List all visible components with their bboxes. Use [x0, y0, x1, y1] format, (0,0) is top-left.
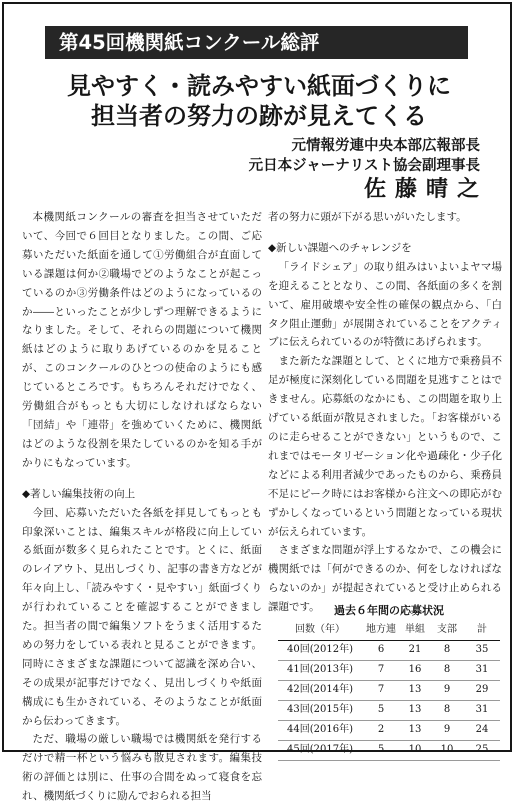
table-row [278, 721, 500, 741]
table-cell: 24 [475, 724, 489, 735]
table-header-cell: 支部 [437, 624, 457, 635]
paragraph: また新たな課題として、とくに地方で乗務員不足が極度に深刻化している問題を見逃すことはできません。応募紙のなかにも、この問題を取り上げている紙面が散見されました。「お客様がいるのに走らせることができない」というもので、これまではモータリゼーション化や過疎化・少子化などによる利用者減少であったものから、乗務員不足にピーク時にはお客様から注文への即応がむずかしくなっているという問題となっている現状が伝えられています。 [268, 355, 502, 538]
table-cell: 21 [408, 644, 422, 655]
table-cell: 44回(2016年) [287, 724, 353, 735]
table-cell: 8 [443, 644, 451, 655]
table-header-cell: 計 [477, 624, 487, 635]
entries-table [278, 601, 500, 761]
table-row [278, 681, 500, 701]
table-cell: 7 [377, 684, 385, 695]
headline-line-1: 見やすく・読みやすい紙面づくりに [67, 71, 451, 100]
table-cell: 40回(2012年) [287, 644, 353, 655]
paragraph: 今回、応募いただいた各紙を拝見してもっとも印象深いことは、編集スキルが格段に向上している紙面が数多く見られたことです。とくに、紙面のレイアウト、見出しづくり、記事の書き方などが年々向上し、「読みやすく・見やすい」紙面づくりが行われていることを確認することができました。担当者の間で編集ソフトをうまく活用するための努力をしている表れと見ることができます。同時にさまざまな課題について認識を深め合い、その成果が記事だけでなく、見出しづくりや紙面構成にも生かされている、そのようなことが紙面から伝わってきます。 [22, 506, 262, 727]
table-cell: 13 [408, 704, 422, 715]
table-row [278, 741, 500, 761]
table-row [278, 641, 500, 661]
table-cell: 42回(2014年) [287, 684, 353, 695]
body-column-left [22, 208, 262, 806]
table-cell: 5 [377, 744, 385, 755]
table-cell: 31 [475, 704, 489, 715]
table-cell: 13 [408, 684, 422, 695]
table-cell: 35 [475, 644, 489, 655]
table-cell: 31 [475, 664, 489, 675]
table-caption: 過去６年間の応募状況 [334, 604, 444, 617]
table-cell: 25 [475, 744, 489, 755]
table-cell: 7 [377, 664, 385, 675]
table-header-cell: 単組 [405, 624, 425, 635]
table-cell: 2 [377, 724, 385, 735]
table-cell: 10 [408, 744, 422, 755]
paragraph: ただ、職場の厳しい職場では機関紙を発行するだけで精一杯という悩みも散見されます。編集技術の評価とは別に、仕事の合間をぬって寝食を忘れ、機関紙づくりに励んでおられる担当 [22, 733, 262, 803]
headline-line-2: 担当者の努力の跡が見えてくる [91, 101, 427, 130]
author-name: 佐藤晴之 [363, 176, 488, 202]
table-header-row [278, 621, 500, 641]
table-cell: 5 [377, 704, 385, 715]
paragraph: 「ライドシェア」の取り組みはいよいよヤマ場を迎えることとなり、この間、各紙面の多くを割いて、雇用破壊や安全性の確保の観点から、「白タク阻止運動」が展開されていることをアクティブに伝えられているのが特徴にあげられます。 [268, 260, 502, 349]
table-cell: 8 [443, 704, 451, 715]
table-cell: 41回(2013年) [287, 664, 353, 675]
table-cell: 6 [377, 644, 385, 655]
table-header-cell: 地方連 [366, 624, 396, 635]
table-cell: 43回(2015年) [287, 704, 353, 715]
table-cell: 45回(2017年) [287, 744, 353, 755]
table-header-cell: 回数（年） [295, 624, 345, 635]
section-banner: 第45回機関紙コンクール総評 [45, 26, 468, 59]
table-cell: 9 [443, 724, 451, 735]
body-column-right [268, 208, 502, 617]
table-cell: 9 [443, 684, 451, 695]
table-cell: 13 [408, 724, 422, 735]
paragraph: さまざまな問題が浮上するなかで、この機会に機関紙では「何ができるのか、何をしなければならないのか」が提起されていると受け止められる課題です。 [268, 544, 502, 614]
author-title-2: 元日本ジャーナリスト協会副理事長 [248, 157, 480, 174]
paragraph: 本機関紙コンクールの審査を担当させていただいて、今回で６回目となりました。この間、ご応募いただいた紙面を通して①労働組合が直面している課題は何か②職場でどのようなことが起こっているのか③労働条件はどのようになっているのか――といったことが少しずつ理解できるようになりました。そして、それらの問題について機関紙はどのように取りあげているのかを見ることが、このコンクールのひとつの使命のようにも感じているところです。もちろんそれだけでなく、労働組合がもっとも大切にしなければならない「団結」や「連帯」を強めていくために、機関紙はどのような役割を果たしているのかを知る手がかりにもなっています。 [22, 211, 262, 469]
table-cell: 29 [475, 684, 489, 695]
paragraph: 者の努力に頭が下がる思いがいたします。 [268, 211, 467, 223]
table-cell: 10 [440, 744, 454, 755]
subheading: ◆著しい編集技術の向上 [22, 487, 136, 500]
author-title-1: 元情報労連中央本部広報部長 [291, 137, 480, 154]
table-cell: 16 [408, 664, 422, 675]
table-row [278, 661, 500, 681]
subheading: ◆新しい課題へのチャレンジを [268, 241, 412, 254]
table-row [278, 701, 500, 721]
table-cell: 8 [443, 664, 451, 675]
